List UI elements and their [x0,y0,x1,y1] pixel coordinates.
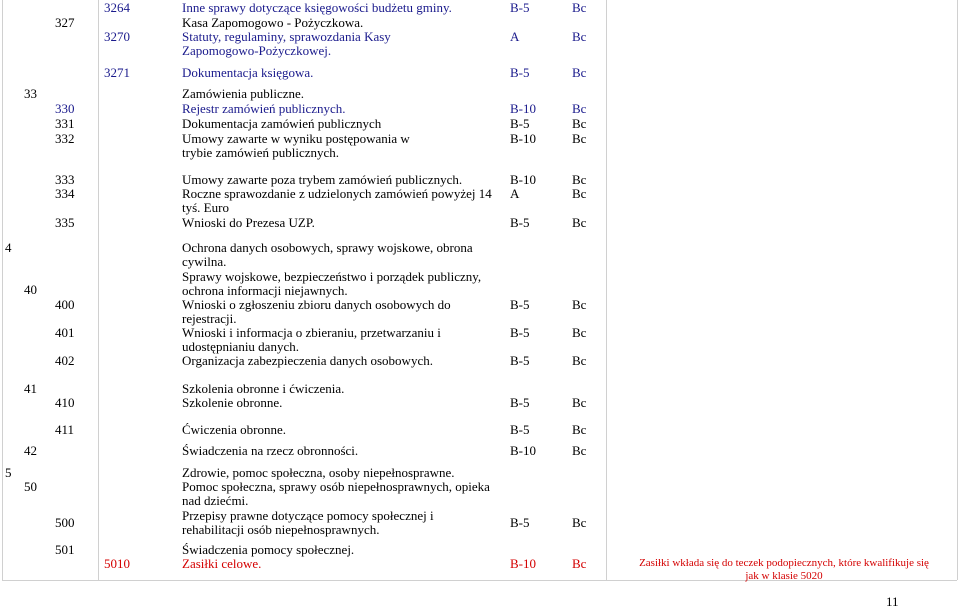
row-desc: Wnioski i informacja o zbieraniu, przetwarzaniu i udostępnianiu danych. [182,325,441,354]
row-desc: Inne sprawy dotyczące księgowości budżetu gminy. [182,0,452,15]
row-desc: Wnioski do Prezesa UZP. [182,215,315,230]
row-l1: 5 [5,465,12,480]
row-l2: 331 [55,116,75,131]
row-l2: 400 [55,297,75,312]
row-cat2: Bc [572,422,587,437]
row-desc: Ochrona danych osobowych, sprawy wojskowe, obrona cywilna. [182,240,473,269]
row-cat2: Bc [572,29,587,44]
row-note: Zasiłki wkłada się do teczek podopiecznych, które kwalifikuje się jak w klasie 5020 [639,557,929,582]
row-cat: B-5 [510,0,530,15]
row-cat: B-5 [510,515,530,530]
row-cat: B-5 [510,395,530,410]
row-l1: 42 [24,443,37,458]
row-desc: Rejestr zamówień publicznych. [182,101,346,116]
row-cat: A [510,186,520,201]
table-vline [957,0,958,580]
row-desc: Kasa Zapomogowo - Pożyczkowa. [182,15,364,30]
row-l2: 410 [55,395,75,410]
row-cat: B-5 [510,215,530,230]
row-desc: Umowy zawarte w wyniku postępowania w trybie zamówień publicznych. [182,131,410,160]
row-cat2: Bc [572,556,587,571]
row-l2: 501 [55,542,75,557]
row-cat2: Bc [572,215,587,230]
row-l2: 332 [55,131,75,146]
row-cat2: Bc [572,443,587,458]
row-cat: B-10 [510,101,536,116]
row-cat2: Bc [572,297,587,312]
row-cat2: Bc [572,116,587,131]
row-desc: Szkolenia obronne i ćwiczenia. [182,381,345,396]
page-number: 11 [886,594,899,609]
row-l2: 334 [55,186,75,201]
row-l2: 411 [55,422,75,437]
row-desc: Wnioski o zgłoszeniu zbioru danych osobowych do rejestracji. [182,297,451,326]
row-l3: 3264 [104,0,130,15]
row-cat: B-10 [510,172,536,187]
row-cat: A [510,29,520,44]
row-desc: Świadczenia na rzecz obronności. [182,443,359,458]
row-cat2: Bc [572,65,587,80]
row-desc: Zamówienia publiczne. [182,86,305,101]
row-cat2: Bc [572,325,587,340]
row-l3: 5010 [104,556,130,571]
row-cat: B-5 [510,116,530,131]
row-desc: Zdrowie, pomoc społeczna, osoby niepełnosprawne. [182,465,455,480]
row-cat2: Bc [572,131,587,146]
row-l3: 3271 [104,65,130,80]
row-desc: Umowy zawarte poza trybem zamówień publicznych. [182,172,463,187]
row-desc: Przepisy prawne dotyczące pomocy społecznej i rehabilitacji osób niepełnosprawnych. [182,508,434,537]
row-cat2: Bc [572,353,587,368]
row-cat: B-5 [510,297,530,312]
row-desc: Pomoc społeczna, sprawy osób niepełnosprawnych, opieka nad dziećmi. [182,479,490,508]
row-cat2: Bc [572,172,587,187]
row-l2: 402 [55,353,75,368]
row-cat2: Bc [572,395,587,410]
row-l1: 4 [5,240,12,255]
row-desc: Szkolenie obronne. [182,395,283,410]
row-desc: Zasiłki celowe. [182,556,262,571]
row-cat: B-5 [510,325,530,340]
row-cat2: Bc [572,186,587,201]
row-l2: 327 [55,15,75,30]
row-desc: Ćwiczenia obronne. [182,422,286,437]
row-cat: B-10 [510,443,536,458]
table-vline [2,0,3,580]
row-l2: 401 [55,325,75,340]
row-l2: 335 [55,215,75,230]
row-cat2: Bc [572,0,587,15]
row-l2: 333 [55,172,75,187]
row-desc: Sprawy wojskowe, bezpieczeństwo i porządek publiczny, ochrona informacji niejawnych. [182,269,482,298]
row-l1: 33 [24,86,37,101]
row-cat: B-5 [510,65,530,80]
row-desc: Roczne sprawozdanie z udzielonych zamówień powyżej 14 tyś. Euro [182,186,492,215]
row-cat: B-10 [510,131,536,146]
row-l2: 500 [55,515,75,530]
row-cat: B-5 [510,422,530,437]
table-vline [606,0,607,580]
row-desc: Dokumentacja księgowa. [182,65,314,80]
row-l1: 40 [24,282,37,297]
row-l1: 41 [24,381,37,396]
row-desc: Organizacja zabezpieczenia danych osobowych. [182,353,433,368]
row-desc: Dokumentacja zamówień publicznych [182,116,382,131]
row-l2: 330 [55,101,75,116]
row-desc: Świadczenia pomocy społecznej. [182,542,355,557]
row-cat: B-5 [510,353,530,368]
row-desc: Statuty, regulaminy, sprawozdania Kasy Zapomogowo-Pożyczkowej. [182,29,391,58]
row-l1: 50 [24,479,37,494]
row-cat2: Bc [572,101,587,116]
row-l3: 3270 [104,29,130,44]
table-vline [98,0,99,580]
row-cat: B-10 [510,556,536,571]
row-cat2: Bc [572,515,587,530]
